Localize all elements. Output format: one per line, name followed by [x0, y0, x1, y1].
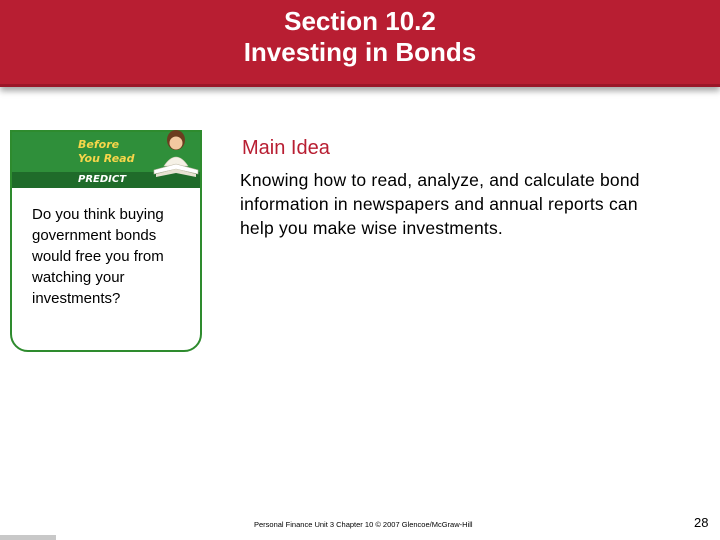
slide-title [0, 6, 720, 68]
main-idea-text: Knowing how to read, analyze, and calculate bond information in newspapers and annual reports can help you make wise investments. [240, 170, 640, 238]
page-number: 28 [694, 515, 709, 530]
main-idea-heading: Main Idea [242, 137, 330, 159]
bottom-corner-mark [0, 535, 56, 540]
banner-you-read-label: You Read [78, 152, 135, 165]
banner-before-label: Before [78, 138, 120, 151]
title-banner [0, 0, 720, 87]
slide-title-line1: Section 10.2 [284, 6, 436, 36]
slide-title-line2: Investing in Bonds [243, 37, 477, 67]
reader-icon [148, 126, 202, 182]
footer-credit: Personal Finance Unit 3 Chapter 10 © 2007 Glencoe/McGraw-Hill [254, 520, 473, 529]
predict-question: Do you think buying government bonds would free you from watching your investments? [32, 206, 164, 307]
banner-predict-label: PREDICT [78, 174, 127, 185]
before-you-read-card [10, 130, 202, 352]
